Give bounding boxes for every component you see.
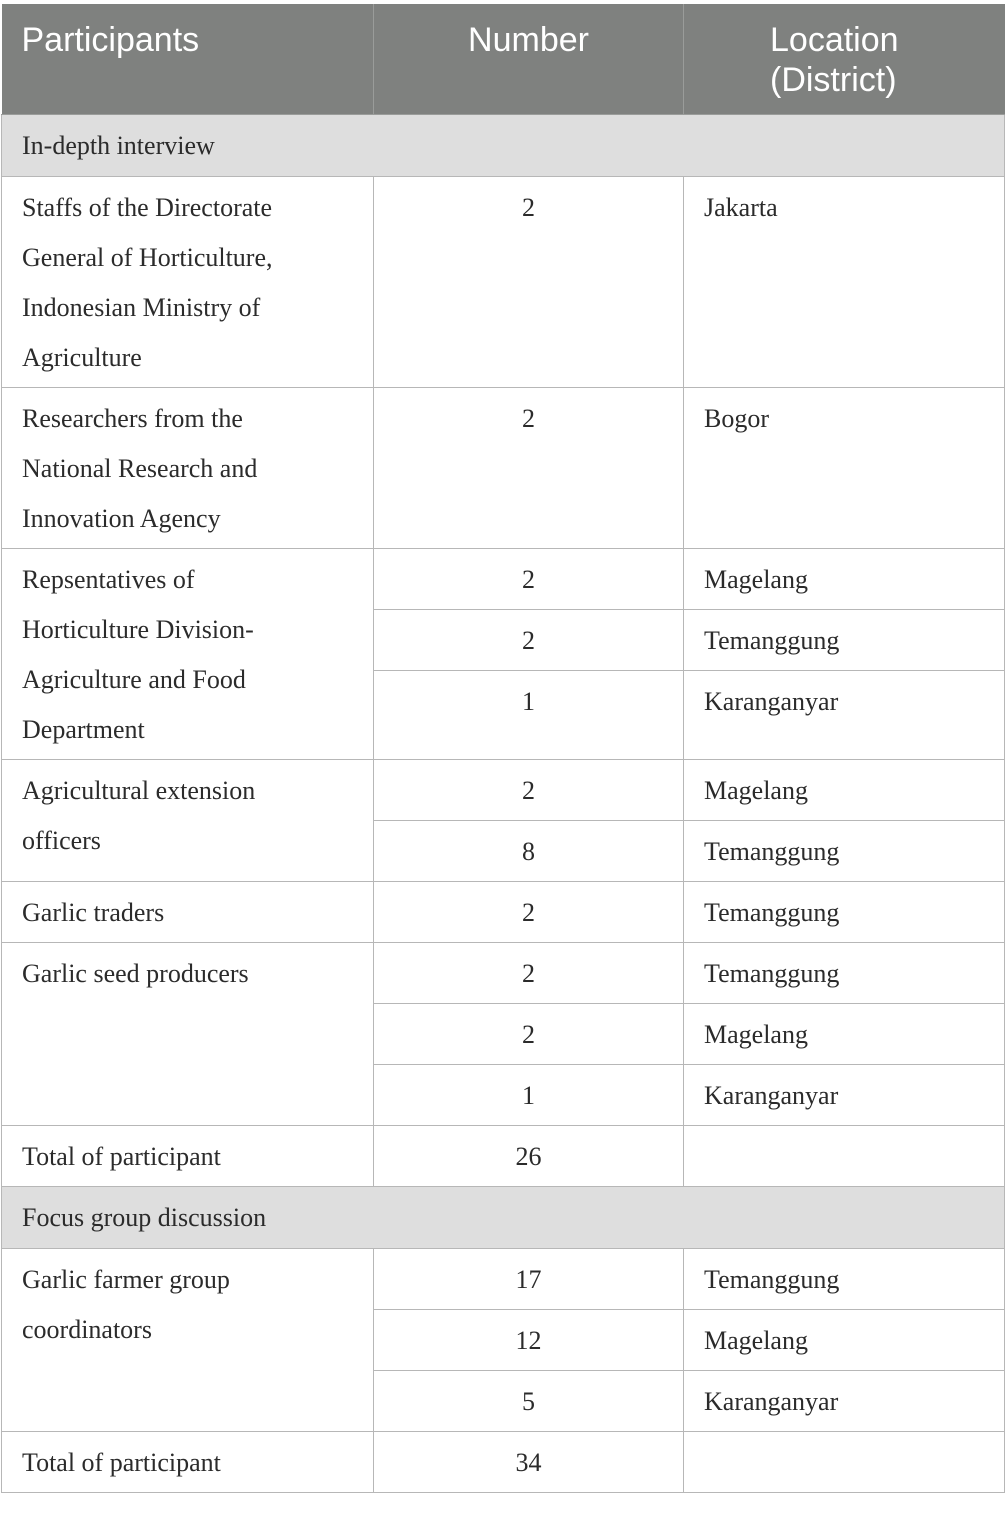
header-row: [2, 4, 1005, 114]
participant-line: Agricultural extension: [22, 775, 256, 805]
table-row: [2, 176, 1005, 387]
participant-line: Horticulture Division-: [22, 614, 254, 644]
participant-line: Innovation Agency: [22, 503, 221, 533]
participant-line: Garlic seed producers: [22, 958, 249, 988]
participant-cell: [2, 1248, 374, 1431]
participant-line: Researchers from the: [22, 403, 243, 433]
number-cell: 2: [374, 881, 684, 942]
participant-line: Garlic traders: [22, 897, 165, 927]
participant-line: Indonesian Ministry of: [22, 292, 261, 322]
header-location-line1: Location: [770, 21, 899, 59]
participant-line: National Research and: [22, 453, 258, 483]
table-row: [2, 881, 1005, 942]
number-cell: 1: [374, 1064, 684, 1125]
participant-line: Repsentatives of: [22, 564, 195, 594]
location-cell: Bogor: [684, 387, 1005, 548]
location-cell: Temanggung: [684, 881, 1005, 942]
location-cell: Magelang: [684, 548, 1005, 609]
location-cell: Karanganyar: [684, 1064, 1005, 1125]
participant-cell: [2, 387, 374, 548]
table-row: [2, 1248, 1005, 1309]
number-cell: 2: [374, 176, 684, 387]
participants-table: [1, 4, 1005, 1493]
number-cell: 2: [374, 759, 684, 820]
number-cell: 2: [374, 1003, 684, 1064]
total-row: [2, 1125, 1005, 1186]
number-cell: 2: [374, 387, 684, 548]
participant-cell: [2, 548, 374, 759]
table-row: [2, 942, 1005, 1003]
number-cell: 2: [374, 942, 684, 1003]
table-row: [2, 387, 1005, 548]
number-cell: 2: [374, 609, 684, 670]
location-cell: Temanggung: [684, 609, 1005, 670]
section-title: Focus group discussion: [2, 1186, 1005, 1248]
participant-line: officers: [22, 825, 101, 855]
table-row: [2, 759, 1005, 820]
number-cell: 8: [374, 820, 684, 881]
section-title: In-depth interview: [2, 114, 1005, 176]
table-row: [2, 548, 1005, 609]
header-number: Number: [374, 4, 684, 114]
participant-line: Agriculture: [22, 342, 142, 372]
number-cell: 12: [374, 1309, 684, 1370]
location-cell: Temanggung: [684, 1248, 1005, 1309]
number-cell: 5: [374, 1370, 684, 1431]
participant-line: General of Horticulture,: [22, 242, 273, 272]
number-cell: 2: [374, 548, 684, 609]
location-cell: Magelang: [684, 1003, 1005, 1064]
participant-line: Garlic farmer group: [22, 1264, 230, 1294]
participant-line: coordinators: [22, 1314, 152, 1344]
total-row: [2, 1431, 1005, 1492]
header-participants: Participants: [2, 4, 374, 114]
participant-cell: [2, 881, 374, 942]
section-row: [2, 114, 1005, 176]
location-cell: Magelang: [684, 1309, 1005, 1370]
header-location-line2: (District): [770, 61, 897, 99]
total-value: 34: [374, 1431, 684, 1492]
total-empty-cell: [684, 1431, 1005, 1492]
participant-cell: [2, 942, 374, 1125]
location-cell: Jakarta: [684, 176, 1005, 387]
total-label: Total of participant: [2, 1431, 374, 1492]
participant-line: Staffs of the Directorate: [22, 192, 273, 222]
participant-line: Department: [22, 714, 145, 744]
location-cell: Karanganyar: [684, 670, 1005, 759]
total-empty-cell: [684, 1125, 1005, 1186]
number-cell: 1: [374, 670, 684, 759]
location-cell: Temanggung: [684, 820, 1005, 881]
participant-cell: [2, 759, 374, 881]
participant-cell: [2, 176, 374, 387]
total-value: 26: [374, 1125, 684, 1186]
section-row: [2, 1186, 1005, 1248]
location-cell: Temanggung: [684, 942, 1005, 1003]
participant-line: Agriculture and Food: [22, 664, 246, 694]
location-cell: Magelang: [684, 759, 1005, 820]
header-location: [684, 4, 1005, 114]
total-label: Total of participant: [2, 1125, 374, 1186]
location-cell: Karanganyar: [684, 1370, 1005, 1431]
number-cell: 17: [374, 1248, 684, 1309]
